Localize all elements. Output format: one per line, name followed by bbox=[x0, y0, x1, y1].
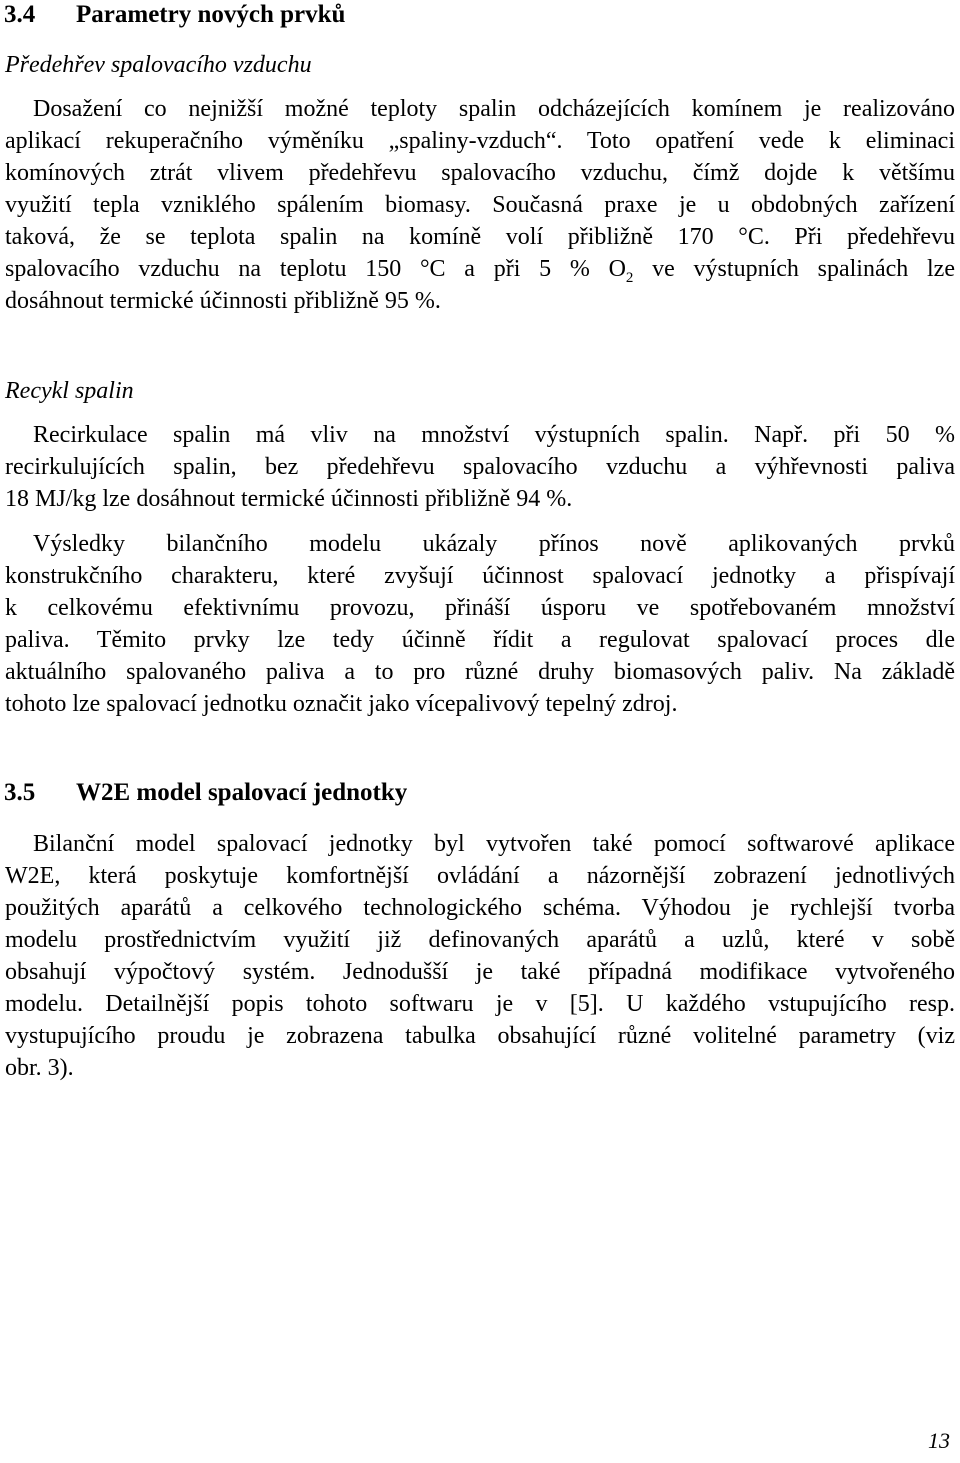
page-number: 13 bbox=[928, 1428, 950, 1453]
text-line: W2E, která poskytuje komfortnější ovládání a názornější zobrazení jednotlivých bbox=[5, 863, 955, 889]
section-heading-3-4 bbox=[4, 0, 345, 30]
text-line: Výsledky bilančního modelu ukázaly přínos nově aplikovaných prvků bbox=[33, 531, 955, 557]
paragraph-w2e-model bbox=[5, 828, 955, 1084]
text-run: spalovacího vzduchu na teplotu 150 °C a při 5 % O bbox=[5, 256, 626, 282]
text-line: Recirkulace spalin má vliv na množství výstupních spalin. Např. při 50 % bbox=[33, 422, 955, 448]
text-line: tohoto lze spalovací jednotku označit jako vícepalivový tepelný zdroj. bbox=[5, 691, 678, 717]
text-line: vystupujícího proudu je zobrazena tabulka obsahující různé volitelné parametry (viz bbox=[5, 1023, 955, 1049]
text-line: obr. 3). bbox=[5, 1055, 74, 1081]
section-title: Parametry nových prvků bbox=[76, 1, 346, 28]
section-number: 3.4 bbox=[4, 1, 36, 28]
text-line: obsahují výpočtový systém. Jednodušší je také případná modifikace vytvořeného bbox=[5, 959, 955, 985]
text-line: použitých aparátů a celkového technologického schéma. Výhodou je rychlejší tvorba bbox=[5, 895, 955, 921]
subheading-recykl: Recykl spalin bbox=[5, 378, 134, 404]
paragraph-predehrev bbox=[5, 93, 955, 317]
text-line: komínových ztrát vlivem předehřevu spalovacího vzduchu, čímž dojde k většímu bbox=[5, 160, 955, 186]
text-run: ve výstupních spalinách lze bbox=[633, 256, 955, 282]
text-line: konstrukčního charakteru, které zvyšují účinnost spalovací jednotky a přispívají bbox=[5, 563, 955, 589]
paragraph-recykl bbox=[5, 419, 955, 515]
text-line: modelu prostřednictvím využití již definovaných aparátů a uzlů, které v sobě bbox=[5, 927, 955, 953]
text-line: recirkulujících spalin, bez předehřevu spalovacího vzduchu a výhřevnosti paliva bbox=[5, 454, 955, 480]
subscript: 2 bbox=[625, 269, 634, 286]
text-line: aktuálního spalovaného paliva a to pro různé druhy biomasových paliv. Na základě bbox=[5, 659, 955, 685]
text-line: Bilanční model spalovací jednotky byl vytvořen také pomocí softwarové aplikace bbox=[33, 831, 955, 857]
text-line: modelu. Detailnější popis tohoto softwaru je v [5]. U každého vstupujícího resp. bbox=[5, 991, 955, 1017]
paragraph-vysledky bbox=[5, 528, 955, 720]
text-line: využití tepla vzniklého spálením biomasy. Současná praxe je u obdobných zařízení bbox=[5, 192, 955, 218]
section-title: W2E model spalovací jednotky bbox=[76, 779, 408, 806]
text-line: 18 MJ/kg lze dosáhnout termické účinnosti přibližně 94 %. bbox=[5, 486, 573, 512]
text-line: aplikací rekuperačního výměníku „spaliny-vzduch“. Toto opatření vede k eliminaci bbox=[5, 128, 955, 154]
text-line: taková, že se teplota spalin na komíně volí přibližně 170 °C. Při předehřevu bbox=[5, 224, 955, 250]
text-line-with-subscript bbox=[5, 253, 955, 285]
text-line: paliva. Těmito prvky lze tedy účinně řídit a regulovat spalovací proces dle bbox=[5, 627, 955, 653]
text-line: dosáhnout termické účinnosti přibližně 95 %. bbox=[5, 288, 441, 314]
subheading-predehrev: Předehřev spalovacího vzduchu bbox=[5, 52, 312, 78]
section-heading-3-5 bbox=[4, 778, 407, 808]
text-line: k celkovému efektivnímu provozu, přináší úsporu ve spotřebovaném množství bbox=[5, 595, 955, 621]
text-line: Dosažení co nejnižší možné teploty spalin odcházejících komínem je realizováno bbox=[33, 96, 955, 122]
section-number: 3.5 bbox=[4, 779, 36, 806]
